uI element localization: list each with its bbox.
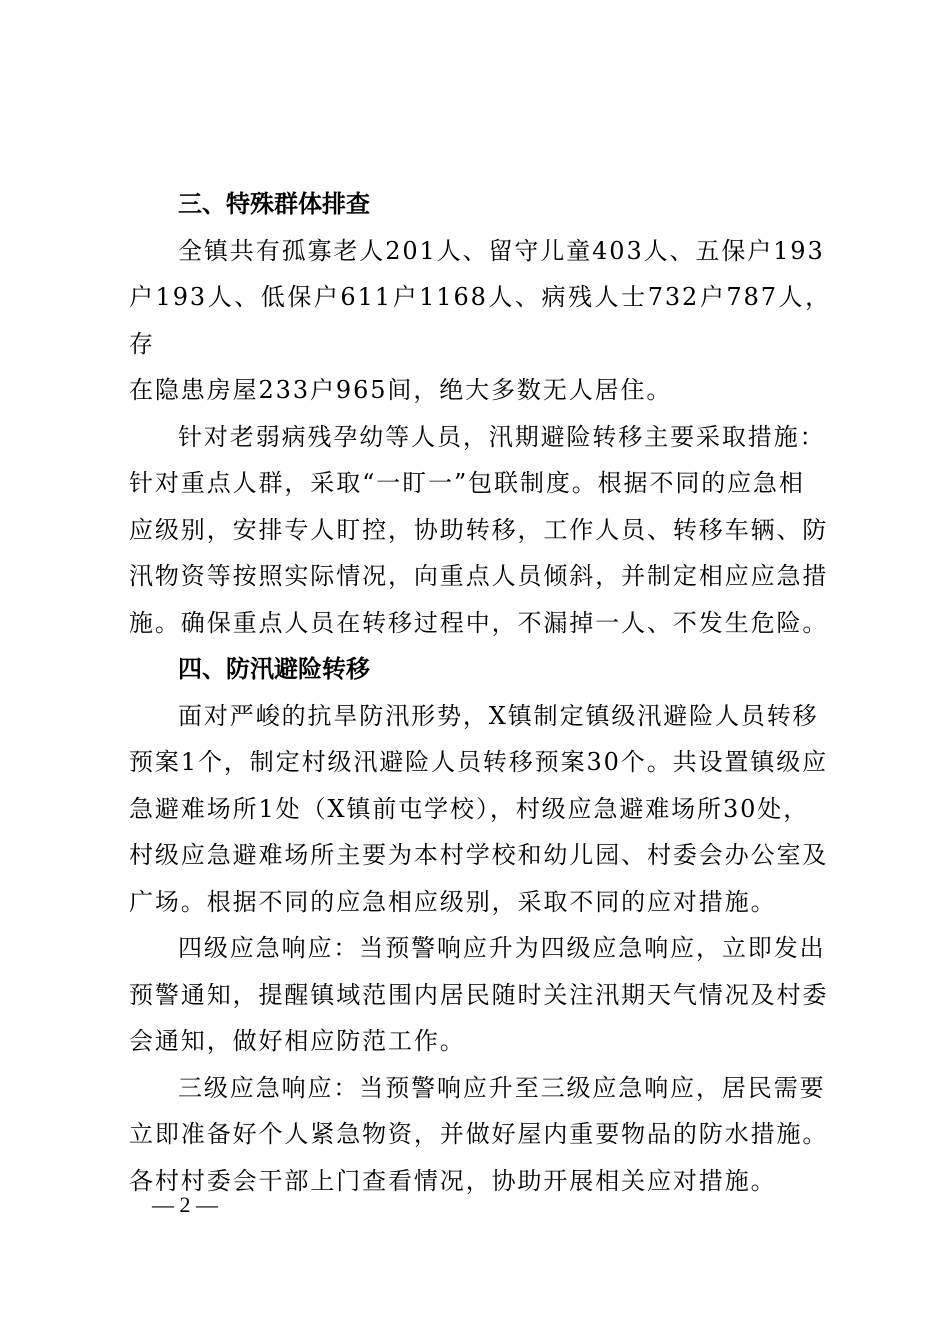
text-line: 预案1个，制定村级汛避险人员转移预案30个。共设置镇级应: [129, 748, 829, 776]
text-line: 户193人、低保户611户1168人、病残人士732户787人，存: [129, 283, 831, 358]
text-line: 面对严峻的抗旱防汛形势，X镇制定镇级汛避险人员转移: [178, 701, 819, 730]
text-line: 村级应急避难场所主要为本村学校和幼儿园、村委会办公室及: [129, 841, 829, 869]
text-line: 汛物资等按照实际情况，向重点人员倾斜，并制定相应应急措: [129, 562, 829, 590]
text-line: 立即准备好个人紧急物资，并做好屋内重要物品的防水措施。: [129, 1120, 829, 1148]
section-heading-special-groups: 三、特殊群体排查: [178, 190, 370, 218]
text-line: 施。确保重点人员在转移过程中，不漏掉一人、不发生危险。: [129, 608, 829, 637]
text-line: 在隐患房屋233户965间，绝大多数无人居住。: [129, 376, 673, 404]
paragraph-level4-response: [129, 925, 831, 1065]
paragraph-special-groups-stats: [129, 228, 831, 414]
text-line: 三级应急响应：当预警响应升至三级应急响应，居民需要: [178, 1073, 826, 1102]
document-body: [129, 181, 831, 1204]
text-line: 全镇共有孤寡老人201人、留守儿童403人、五保户193: [178, 236, 825, 265]
paragraph-special-groups-measures: [129, 414, 831, 647]
text-line: 针对老弱病残孕幼等人员，汛期避险转移主要采取措施：: [178, 422, 826, 451]
text-line: 急避难场所1处（X镇前屯学校），村级应急避难场所30处，: [129, 794, 810, 823]
paragraph-evacuation-plans: [129, 693, 831, 926]
text-line: 广场。根据不同的应急相应级别，采取不同的应对措施。: [129, 887, 777, 916]
text-line: 针对重点人群，采取“一盯一”包联制度。根据不同的应急相: [129, 469, 805, 497]
paragraph-level3-response: [129, 1065, 831, 1205]
text-line: 会通知，做好相应防范工作。: [129, 1027, 466, 1055]
page-number: — 2 —: [152, 1192, 218, 1217]
section-heading-flood-evacuation: 四、防汛避险转移: [178, 655, 370, 683]
text-line: 应级别，安排专人盯控，协助转移，工作人员、转移车辆、防: [129, 515, 829, 544]
text-line: 预警通知，提醒镇域范围内居民随时关注汛期天气情况及村委: [129, 980, 829, 1009]
text-line: 各村村委会干部上门查看情况，协助开展相关应对措施。: [129, 1166, 777, 1195]
text-line: 四级应急响应：当预警响应升为四级应急响应，立即发出: [178, 934, 826, 962]
